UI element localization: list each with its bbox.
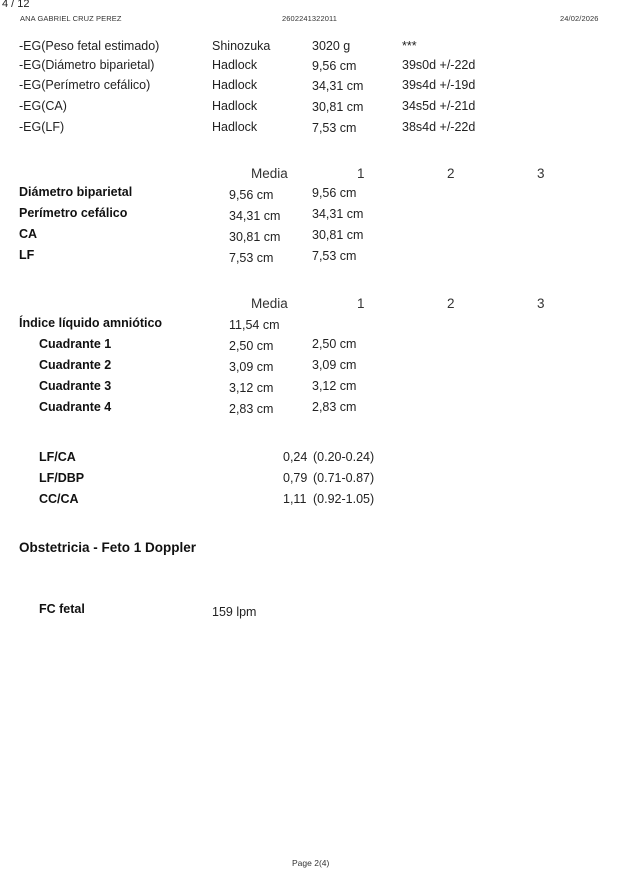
quadrant-m1: 3,12 cm [312,379,357,393]
ratio-label: CC/CA [39,492,79,506]
ratio-label: LF/CA [39,450,76,464]
eg-label: -EG(LF) [19,120,65,134]
quadrant-label: Cuadrante 2 [39,358,112,372]
patient-name: ANA GABRIEL CRUZ PEREZ [20,14,122,23]
eg-method: Hadlock [212,120,258,134]
eg-method: Hadlock [212,78,258,92]
report-date: 24/02/2026 [560,14,599,23]
quadrant-media: 3,09 cm [229,360,274,374]
quadrant-label: Cuadrante 3 [39,379,112,393]
col-header-3: 3 [537,166,545,181]
eg-value: 30,81 cm [312,100,364,114]
ratio-label: LF/DBP [39,471,85,485]
biometry-m1: 34,31 cm [312,207,364,221]
quadrant-m1: 3,09 cm [312,358,357,372]
quadrant-m1: 2,83 cm [312,400,357,414]
eg-label: -EG(Peso fetal estimado) [19,39,160,53]
biometry-m1: 30,81 cm [312,228,364,242]
quadrant-m1: 2,50 cm [312,337,357,351]
eg-ga: 39s0d +/-22d [402,58,476,72]
quadrant-media: 3,12 cm [229,381,274,395]
biometry-media: 9,56 cm [229,188,274,202]
ratio-value: 1,11 [283,492,307,506]
quadrant-label: Cuadrante 1 [39,337,112,351]
col-header-2: 2 [447,296,455,311]
biometry-m1: 7,53 cm [312,249,357,263]
biometry-media: 7,53 cm [229,251,274,265]
eg-method: Hadlock [212,58,258,72]
eg-ga: 38s4d +/-22d [402,120,476,134]
eg-label: -EG(CA) [19,99,67,113]
col-header-2: 2 [447,166,455,181]
col-header-media: Media [251,166,288,181]
doppler-section-title: Obstetricia - Feto 1 Doppler [19,540,197,555]
eg-value: 3020 g [312,39,351,53]
quadrant-media: 2,83 cm [229,402,274,416]
col-header-1: 1 [357,166,365,181]
biometry-media: 30,81 cm [229,230,281,244]
ratio-value: 0,79 [283,471,308,485]
eg-value: 34,31 cm [312,79,364,93]
biometry-m1: 9,56 cm [312,186,357,200]
amniotic-index-label: Índice líquido amniótico [19,316,163,330]
ratio-range: (0.71-0.87) [313,471,375,485]
quadrant-media: 2,50 cm [229,339,274,353]
eg-ga: 39s4d +/-19d [402,78,476,92]
eg-ga: *** [402,39,417,53]
biometry-media: 34,31 cm [229,209,281,223]
eg-value: 9,56 cm [312,59,357,73]
col-header-1: 1 [357,296,365,311]
ratio-range: (0.20-0.24) [313,450,375,464]
biometry-label: CA [19,227,38,241]
eg-method: Hadlock [212,99,258,113]
ratio-value: 0,24 [283,450,308,464]
fc-fetal-value: 159 lpm [212,605,257,619]
amniotic-index-value: 11,54 cm [229,318,280,332]
quadrant-label: Cuadrante 4 [39,400,112,414]
eg-ga: 34s5d +/-21d [402,99,476,113]
col-header-3: 3 [537,296,545,311]
eg-method: Shinozuka [212,39,271,53]
col-header-media: Media [251,296,288,311]
eg-value: 7,53 cm [312,121,357,135]
eg-label: -EG(Diámetro biparietal) [19,58,155,72]
fc-fetal-label: FC fetal [39,602,85,616]
eg-label: -EG(Perímetro cefálico) [19,78,151,92]
biometry-label: Diámetro biparietal [19,185,133,199]
biometry-label: Perímetro cefálico [19,206,128,220]
page-footer: Page 2(4) [292,858,330,868]
biometry-label: LF [19,248,35,262]
ratio-range: (0.92-1.05) [313,492,375,506]
page-indicator: 4 / 12 [2,0,30,10]
exam-id: 2602241322011 [282,14,337,23]
